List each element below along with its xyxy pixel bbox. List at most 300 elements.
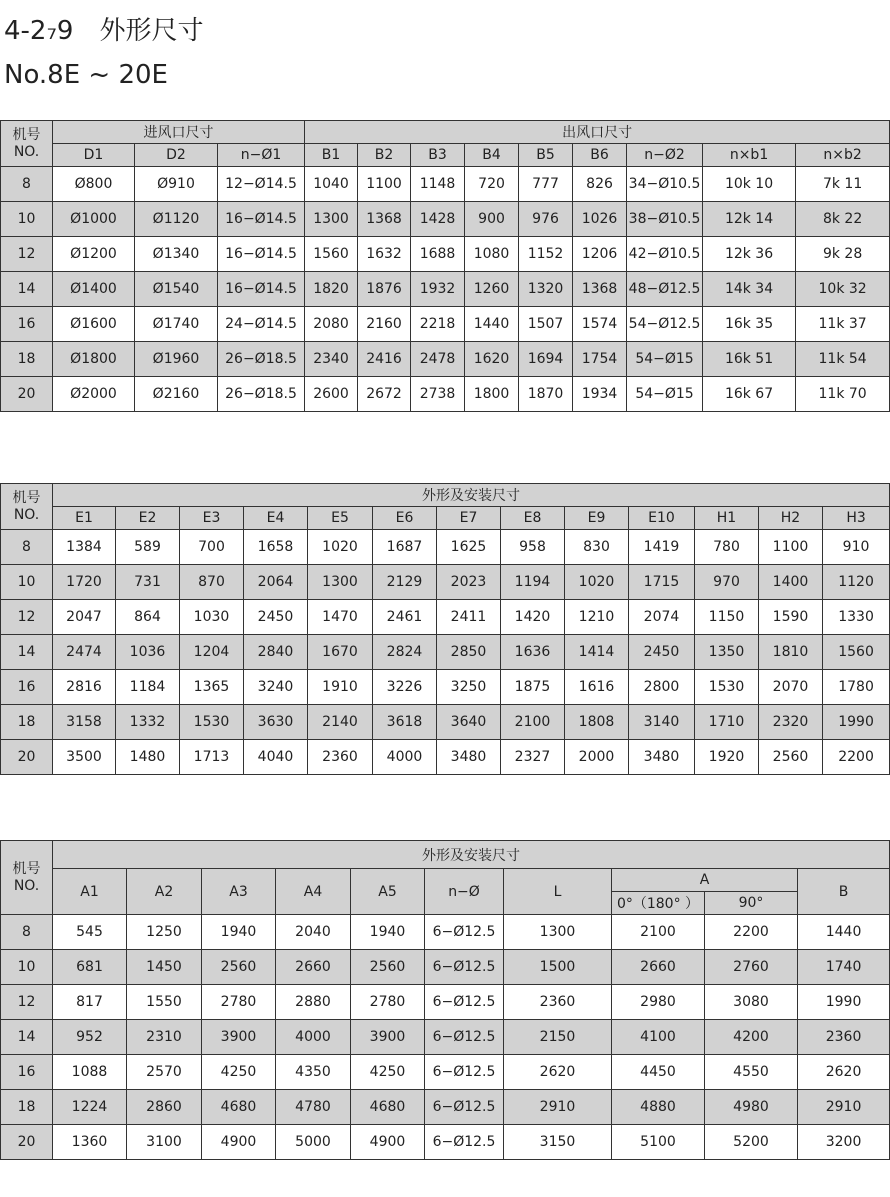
- table-cell: 2910: [504, 1090, 612, 1125]
- table-cell: Ø1960: [135, 342, 218, 377]
- column-header: n×b1: [703, 144, 796, 167]
- machine-no-cell: 12: [1, 985, 53, 1020]
- table-cell: 4900: [202, 1125, 276, 1160]
- table-row: [1, 950, 890, 985]
- table-cell: 2880: [276, 985, 351, 1020]
- table-cell: 1152: [519, 237, 573, 272]
- table-cell: 2560: [202, 950, 276, 985]
- table-cell: 2450: [244, 600, 308, 635]
- table-cell: 3480: [629, 740, 695, 775]
- table-row: [1, 670, 890, 705]
- machine-no-header: [1, 484, 53, 530]
- table-cell: 1184: [116, 670, 180, 705]
- table-cell: 4200: [705, 1020, 798, 1055]
- table-cell: 1088: [53, 1055, 127, 1090]
- table-cell: 1036: [116, 635, 180, 670]
- table-cell: 2560: [759, 740, 823, 775]
- table-cell: 6−Ø12.5: [425, 1020, 504, 1055]
- machine-no-cell: 14: [1, 272, 53, 307]
- table-cell: 1560: [823, 635, 890, 670]
- table-cell: 1940: [202, 915, 276, 950]
- table-cell: 1530: [695, 670, 759, 705]
- table-cell: 2816: [53, 670, 116, 705]
- table-cell: 3630: [244, 705, 308, 740]
- table-cell: 720: [465, 167, 519, 202]
- table-cell: 1636: [501, 635, 565, 670]
- table-cell: 1368: [573, 272, 627, 307]
- table-cell: 1810: [759, 635, 823, 670]
- table-cell: 2327: [501, 740, 565, 775]
- table-cell: 1875: [501, 670, 565, 705]
- column-header: B5: [519, 144, 573, 167]
- column-header: H2: [759, 507, 823, 530]
- table-row: [1, 1090, 890, 1125]
- table-row: [1, 307, 890, 342]
- table-cell: 1148: [411, 167, 465, 202]
- table-cell: 1368: [358, 202, 411, 237]
- table-cell: 1820: [305, 272, 358, 307]
- table-cell: 1020: [308, 530, 373, 565]
- table-cell: 4450: [612, 1055, 705, 1090]
- column-header: E6: [373, 507, 437, 530]
- column-header: A3: [202, 869, 276, 915]
- table-row: [1, 1020, 890, 1055]
- table-cell: 1530: [180, 705, 244, 740]
- table-cell: 1440: [465, 307, 519, 342]
- table-cell: 1204: [180, 635, 244, 670]
- column-header: n−Ø2: [627, 144, 703, 167]
- table-cell: 1414: [565, 635, 629, 670]
- table-cell: 1384: [53, 530, 116, 565]
- table-cell: 1300: [305, 202, 358, 237]
- table-row: [1, 600, 890, 635]
- machine-no-cell: 10: [1, 950, 53, 985]
- model-number: 4-2₇9: [4, 16, 74, 46]
- header-label: NO.: [13, 506, 40, 523]
- table-row: [1, 237, 890, 272]
- table-cell: Ø910: [135, 167, 218, 202]
- table-cell: 1440: [798, 915, 890, 950]
- page-subtitle: No.8E ~ 20E: [4, 60, 168, 90]
- table-cell: 11k 70: [796, 377, 890, 412]
- table-cell: 2738: [411, 377, 465, 412]
- column-header: A4: [276, 869, 351, 915]
- machine-no-cell: 14: [1, 1020, 53, 1055]
- table-cell: 1932: [411, 272, 465, 307]
- table-cell: 10k 32: [796, 272, 890, 307]
- table-row: [1, 272, 890, 307]
- table-cell: 4350: [276, 1055, 351, 1090]
- table-cell: 1040: [305, 167, 358, 202]
- table-cell: 16−Ø14.5: [218, 272, 305, 307]
- table-cell: 1400: [759, 565, 823, 600]
- table-cell: 2310: [127, 1020, 202, 1055]
- table-cell: 5200: [705, 1125, 798, 1160]
- table-cell: Ø1540: [135, 272, 218, 307]
- table-cell: 4550: [705, 1055, 798, 1090]
- column-header: E3: [180, 507, 244, 530]
- table-cell: 11k 54: [796, 342, 890, 377]
- inlet-group-header: 进风口尺寸: [53, 121, 305, 144]
- column-header: E2: [116, 507, 180, 530]
- table-cell: 780: [695, 530, 759, 565]
- table-cell: 1940: [351, 915, 425, 950]
- table-cell: 6−Ø12.5: [425, 1055, 504, 1090]
- table-cell: 2672: [358, 377, 411, 412]
- table-cell: Ø1740: [135, 307, 218, 342]
- table-cell: 11k 37: [796, 307, 890, 342]
- table-cell: 1470: [308, 600, 373, 635]
- table-cell: 2140: [308, 705, 373, 740]
- table-cell: 3500: [53, 740, 116, 775]
- machine-no-cell: 20: [1, 377, 53, 412]
- table-cell: 12k 36: [703, 237, 796, 272]
- table-row: [1, 1125, 890, 1160]
- table-cell: 1870: [519, 377, 573, 412]
- table-cell: 34−Ø10.5: [627, 167, 703, 202]
- table-cell: 2850: [437, 635, 501, 670]
- table-cell: 1320: [519, 272, 573, 307]
- installation-dimensions-table-e-h: [0, 483, 890, 775]
- table-cell: 2040: [276, 915, 351, 950]
- table-cell: 10k 10: [703, 167, 796, 202]
- table-cell: 1687: [373, 530, 437, 565]
- table-cell: 3640: [437, 705, 501, 740]
- table-cell: 38−Ø10.5: [627, 202, 703, 237]
- column-header: D1: [53, 144, 135, 167]
- table-cell: 2023: [437, 565, 501, 600]
- table-cell: 589: [116, 530, 180, 565]
- column-header: B: [798, 869, 890, 915]
- table-cell: 910: [823, 530, 890, 565]
- table-cell: 3480: [437, 740, 501, 775]
- table-cell: 4250: [202, 1055, 276, 1090]
- table-cell: 24−Ø14.5: [218, 307, 305, 342]
- table-cell: 1194: [501, 565, 565, 600]
- page-title: [4, 14, 203, 48]
- column-header: n×b2: [796, 144, 890, 167]
- table-cell: 6−Ø12.5: [425, 950, 504, 985]
- column-header: H3: [823, 507, 890, 530]
- table-cell: 2860: [127, 1090, 202, 1125]
- machine-no-cell: 10: [1, 565, 53, 600]
- table-cell: 2160: [358, 307, 411, 342]
- machine-no-cell: 20: [1, 1125, 53, 1160]
- table-cell: 1990: [823, 705, 890, 740]
- table-cell: 4900: [351, 1125, 425, 1160]
- table-cell: 1934: [573, 377, 627, 412]
- table-cell: 2600: [305, 377, 358, 412]
- table-cell: 777: [519, 167, 573, 202]
- machine-no-cell: 12: [1, 237, 53, 272]
- table-cell: 1694: [519, 342, 573, 377]
- table-cell: 1300: [308, 565, 373, 600]
- column-header-a-90deg: 90°: [705, 892, 798, 915]
- table-cell: 2570: [127, 1055, 202, 1090]
- table-cell: 2074: [629, 600, 695, 635]
- table-cell: 1990: [798, 985, 890, 1020]
- table-cell: 1590: [759, 600, 823, 635]
- table-cell: 1480: [116, 740, 180, 775]
- column-header: E4: [244, 507, 308, 530]
- table-cell: 2100: [501, 705, 565, 740]
- table-row: [1, 202, 890, 237]
- table-cell: 2660: [276, 950, 351, 985]
- table-cell: 2660: [612, 950, 705, 985]
- column-header: E10: [629, 507, 695, 530]
- table-cell: 1713: [180, 740, 244, 775]
- table-row: [1, 167, 890, 202]
- column-header: E8: [501, 507, 565, 530]
- table-cell: 6−Ø12.5: [425, 1125, 504, 1160]
- table-cell: Ø1600: [53, 307, 135, 342]
- table-cell: 3140: [629, 705, 695, 740]
- table-cell: 681: [53, 950, 127, 985]
- table-cell: 1250: [127, 915, 202, 950]
- table-cell: 2461: [373, 600, 437, 635]
- table-cell: 2840: [244, 635, 308, 670]
- machine-no-cell: 16: [1, 1055, 53, 1090]
- table-cell: 2416: [358, 342, 411, 377]
- table-cell: 2450: [629, 635, 695, 670]
- table-cell: Ø1000: [53, 202, 135, 237]
- table-cell: 864: [116, 600, 180, 635]
- table-cell: 1620: [465, 342, 519, 377]
- table-cell: 4680: [351, 1090, 425, 1125]
- machine-no-cell: 8: [1, 167, 53, 202]
- table-row: [1, 377, 890, 412]
- table-cell: 900: [465, 202, 519, 237]
- table-cell: 2100: [612, 915, 705, 950]
- header-label: 机号: [12, 860, 41, 877]
- machine-no-header: [1, 841, 53, 915]
- machine-no-cell: 14: [1, 635, 53, 670]
- table-row: [1, 530, 890, 565]
- table-cell: 1210: [565, 600, 629, 635]
- table-cell: 1026: [573, 202, 627, 237]
- column-header: E1: [53, 507, 116, 530]
- table-cell: 2824: [373, 635, 437, 670]
- table-cell: 1688: [411, 237, 465, 272]
- table-cell: 1419: [629, 530, 695, 565]
- machine-no-header: [1, 121, 53, 167]
- machine-no-cell: 16: [1, 307, 53, 342]
- machine-no-cell: 18: [1, 705, 53, 740]
- table-cell: 830: [565, 530, 629, 565]
- table-cell: 16−Ø14.5: [218, 237, 305, 272]
- machine-no-cell: 12: [1, 600, 53, 635]
- table-cell: 6−Ø12.5: [425, 1090, 504, 1125]
- column-header: B4: [465, 144, 519, 167]
- table-cell: 545: [53, 915, 127, 950]
- table-cell: 1420: [501, 600, 565, 635]
- table-cell: 826: [573, 167, 627, 202]
- table-cell: 2620: [798, 1055, 890, 1090]
- table-cell: 1800: [465, 377, 519, 412]
- table-cell: 2760: [705, 950, 798, 985]
- column-header: n−Ø1: [218, 144, 305, 167]
- outlet-group-header: 出风口尺寸: [305, 121, 890, 144]
- table-cell: 3900: [351, 1020, 425, 1055]
- table-cell: 1632: [358, 237, 411, 272]
- table-cell: 3250: [437, 670, 501, 705]
- table-cell: 2340: [305, 342, 358, 377]
- table-cell: 12k 14: [703, 202, 796, 237]
- table-cell: 2910: [798, 1090, 890, 1125]
- machine-no-cell: 18: [1, 342, 53, 377]
- table-cell: 2474: [53, 635, 116, 670]
- table-cell: 2000: [565, 740, 629, 775]
- column-header: B1: [305, 144, 358, 167]
- installation-group-header: 外形及安装尺寸: [53, 841, 890, 869]
- column-header: E7: [437, 507, 501, 530]
- table-cell: 2780: [351, 985, 425, 1020]
- column-header: A2: [127, 869, 202, 915]
- table-cell: 26−Ø18.5: [218, 377, 305, 412]
- table-cell: 2064: [244, 565, 308, 600]
- table-cell: 1224: [53, 1090, 127, 1125]
- table-cell: 54−Ø12.5: [627, 307, 703, 342]
- table-cell: 2360: [798, 1020, 890, 1055]
- machine-no-cell: 8: [1, 915, 53, 950]
- table-cell: 4880: [612, 1090, 705, 1125]
- table-cell: 5000: [276, 1125, 351, 1160]
- table-cell: 952: [53, 1020, 127, 1055]
- column-header: B6: [573, 144, 627, 167]
- table-cell: 1710: [695, 705, 759, 740]
- table-cell: 2560: [351, 950, 425, 985]
- table-cell: 1507: [519, 307, 573, 342]
- table-cell: 7k 11: [796, 167, 890, 202]
- table-cell: 2478: [411, 342, 465, 377]
- table-cell: 1715: [629, 565, 695, 600]
- table-row: [1, 740, 890, 775]
- table-cell: 1920: [695, 740, 759, 775]
- table-cell: 817: [53, 985, 127, 1020]
- table-cell: 1574: [573, 307, 627, 342]
- column-header: E5: [308, 507, 373, 530]
- column-header: n−Ø: [425, 869, 504, 915]
- table-cell: 2200: [823, 740, 890, 775]
- table-cell: 1428: [411, 202, 465, 237]
- table-cell: 2080: [305, 307, 358, 342]
- table-cell: 2980: [612, 985, 705, 1020]
- table-cell: 1658: [244, 530, 308, 565]
- column-header: E9: [565, 507, 629, 530]
- table-cell: 4040: [244, 740, 308, 775]
- table-cell: 2129: [373, 565, 437, 600]
- title-name: 外形尺寸: [99, 16, 204, 46]
- machine-no-cell: 8: [1, 530, 53, 565]
- table-cell: 970: [695, 565, 759, 600]
- table-cell: 1670: [308, 635, 373, 670]
- table-cell: 1260: [465, 272, 519, 307]
- table-cell: 1206: [573, 237, 627, 272]
- table-cell: 9k 28: [796, 237, 890, 272]
- table-cell: 14k 34: [703, 272, 796, 307]
- table-cell: 1876: [358, 272, 411, 307]
- table-cell: 16−Ø14.5: [218, 202, 305, 237]
- table-cell: 8k 22: [796, 202, 890, 237]
- table-cell: 1754: [573, 342, 627, 377]
- table-cell: Ø1400: [53, 272, 135, 307]
- a-group-header: A: [612, 869, 798, 892]
- table-cell: Ø1200: [53, 237, 135, 272]
- table-cell: 2360: [308, 740, 373, 775]
- table-cell: 2070: [759, 670, 823, 705]
- table-cell: 1550: [127, 985, 202, 1020]
- table-cell: 1450: [127, 950, 202, 985]
- table-cell: 42−Ø10.5: [627, 237, 703, 272]
- table-cell: 4780: [276, 1090, 351, 1125]
- table-cell: 1910: [308, 670, 373, 705]
- table-row: [1, 705, 890, 740]
- table-cell: 3200: [798, 1125, 890, 1160]
- table-cell: 1020: [565, 565, 629, 600]
- column-header: B2: [358, 144, 411, 167]
- table-cell: 1120: [823, 565, 890, 600]
- table-cell: 26−Ø18.5: [218, 342, 305, 377]
- table-cell: 2150: [504, 1020, 612, 1055]
- column-header: A5: [351, 869, 425, 915]
- table-row: [1, 1055, 890, 1090]
- table-cell: 16k 51: [703, 342, 796, 377]
- table-cell: 731: [116, 565, 180, 600]
- inlet-outlet-dimensions-table: [0, 120, 890, 412]
- column-header: L: [504, 869, 612, 915]
- table-cell: 3100: [127, 1125, 202, 1160]
- table-cell: 1625: [437, 530, 501, 565]
- table-cell: 1780: [823, 670, 890, 705]
- table-cell: 3150: [504, 1125, 612, 1160]
- table-cell: 1500: [504, 950, 612, 985]
- table-cell: 958: [501, 530, 565, 565]
- table-cell: 4980: [705, 1090, 798, 1125]
- table-cell: 1330: [823, 600, 890, 635]
- table-cell: 2800: [629, 670, 695, 705]
- table-cell: 1360: [53, 1125, 127, 1160]
- table-cell: 2200: [705, 915, 798, 950]
- table-cell: 12−Ø14.5: [218, 167, 305, 202]
- machine-no-cell: 16: [1, 670, 53, 705]
- table-cell: 54−Ø15: [627, 377, 703, 412]
- table-cell: Ø1120: [135, 202, 218, 237]
- table-cell: 54−Ø15: [627, 342, 703, 377]
- table-cell: 1300: [504, 915, 612, 950]
- table-cell: 4000: [373, 740, 437, 775]
- header-label: 机号: [12, 489, 41, 506]
- table-cell: 2411: [437, 600, 501, 635]
- table-cell: 870: [180, 565, 244, 600]
- table-cell: 2320: [759, 705, 823, 740]
- machine-no-cell: 20: [1, 740, 53, 775]
- table-cell: 3900: [202, 1020, 276, 1055]
- table-cell: 3226: [373, 670, 437, 705]
- table-cell: 2780: [202, 985, 276, 1020]
- table-cell: 1350: [695, 635, 759, 670]
- table-cell: 1560: [305, 237, 358, 272]
- column-header: B3: [411, 144, 465, 167]
- column-header: H1: [695, 507, 759, 530]
- table-cell: 1616: [565, 670, 629, 705]
- table-cell: 1808: [565, 705, 629, 740]
- table-cell: Ø800: [53, 167, 135, 202]
- table-row: [1, 915, 890, 950]
- table-cell: 1100: [358, 167, 411, 202]
- table-cell: 1740: [798, 950, 890, 985]
- table-cell: 1365: [180, 670, 244, 705]
- table-row: [1, 565, 890, 600]
